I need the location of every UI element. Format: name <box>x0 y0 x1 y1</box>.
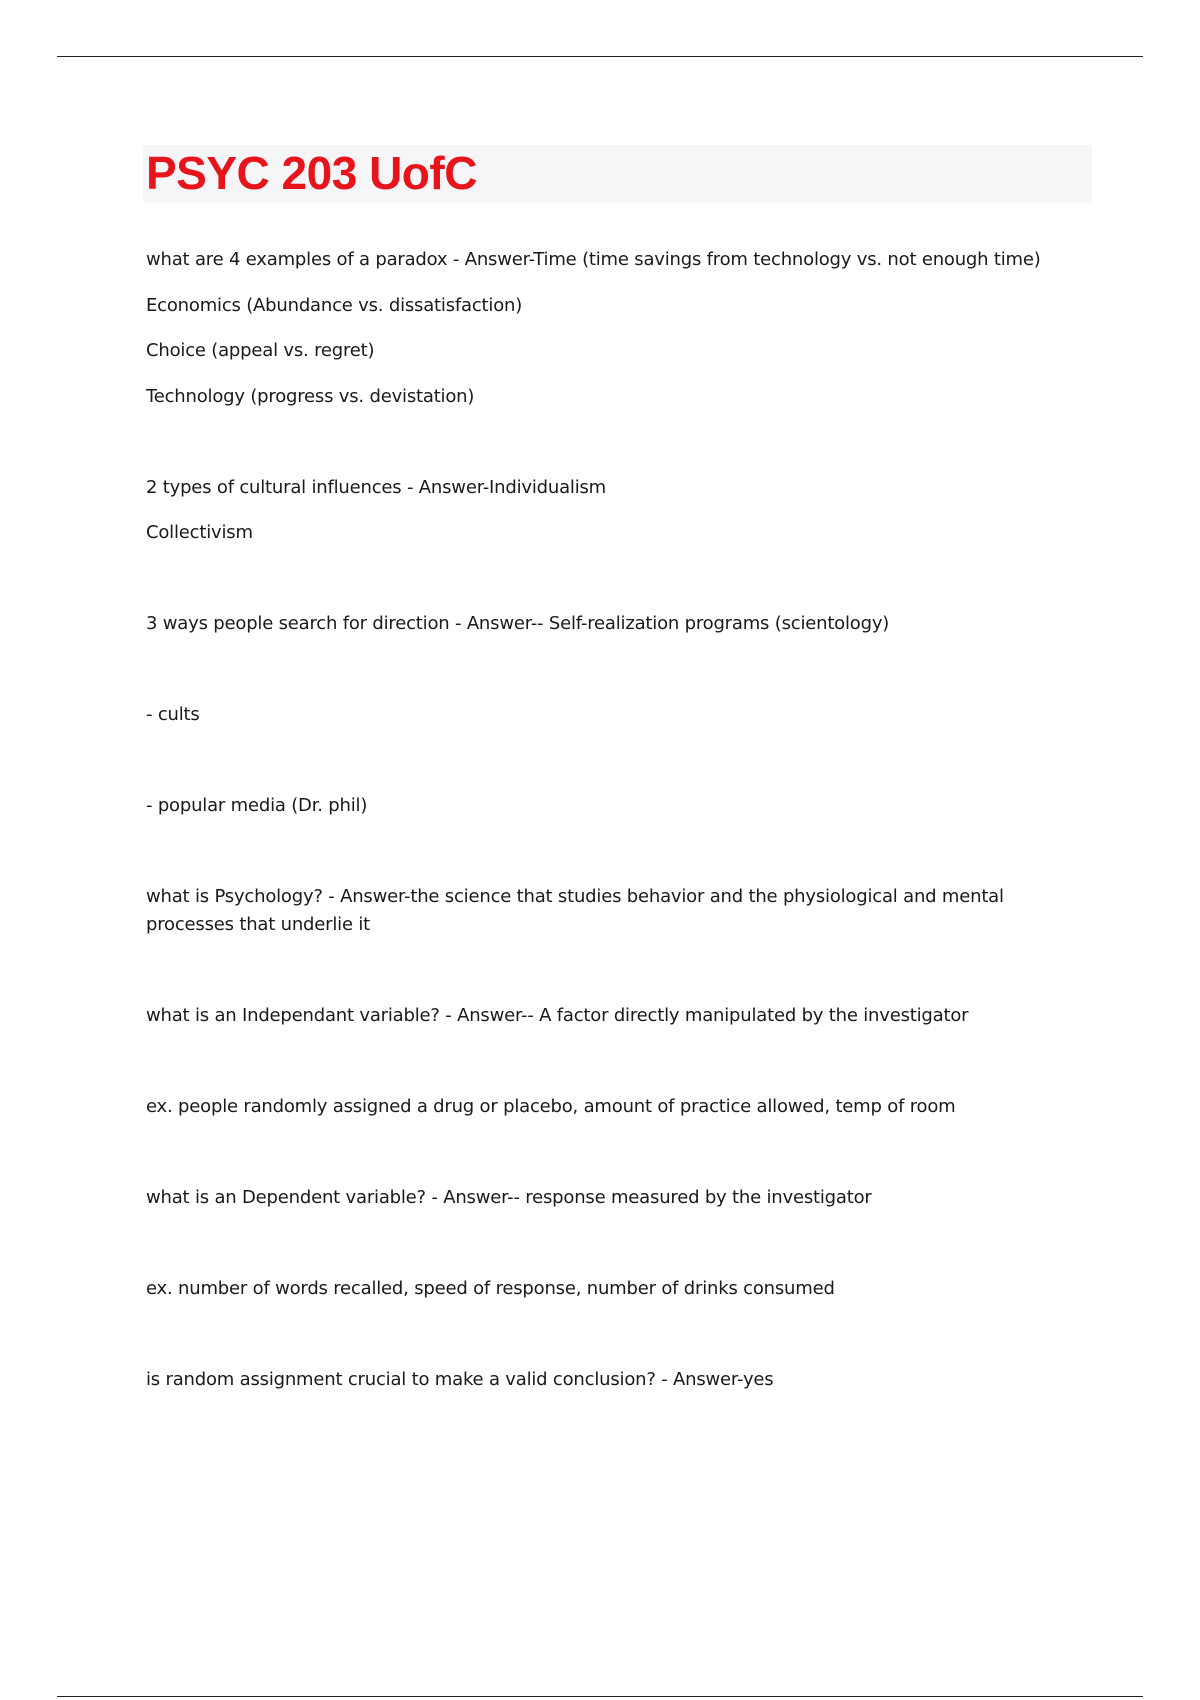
qa-paradox-answer-choice: Choice (appeal vs. regret) <box>146 340 375 361</box>
top-rule <box>57 56 1143 57</box>
qa-paradox-question: what are 4 examples of a paradox - Answer-Time (time savings from technology vs. not enough time) <box>146 249 1041 270</box>
qa-independent-variable-example: ex. people randomly assigned a drug or placebo, amount of practice allowed, temp of room <box>146 1096 956 1117</box>
qa-independent-variable-question: what is an Independant variable? - Answer-- A factor directly manipulated by the investigator <box>146 1005 969 1026</box>
qa-paradox-answer-economics: Economics (Abundance vs. dissatisfaction) <box>146 295 523 316</box>
qa-direction-question: 3 ways people search for direction - Answer-- Self-realization programs (scientology) <box>146 613 890 634</box>
bottom-rule <box>57 1696 1143 1697</box>
qa-cultural-question: 2 types of cultural influences - Answer-Individualism <box>146 477 607 498</box>
qa-cultural-answer-collectivism: Collectivism <box>146 522 253 543</box>
qa-random-assignment-question: is random assignment crucial to make a valid conclusion? - Answer-yes <box>146 1369 774 1390</box>
qa-dependent-variable-example: ex. number of words recalled, speed of response, number of drinks consumed <box>146 1278 835 1299</box>
qa-paradox-answer-technology: Technology (progress vs. devistation) <box>146 386 475 407</box>
qa-psychology-answer-cont: processes that underlie it <box>146 914 370 935</box>
page-title: PSYC 203 UofC <box>146 147 477 199</box>
qa-direction-answer-media: - popular media (Dr. phil) <box>146 795 368 816</box>
qa-direction-answer-cults: - cults <box>146 704 200 725</box>
qa-psychology-question: what is Psychology? - Answer-the science that studies behavior and the physiological and mental <box>146 886 1004 907</box>
qa-dependent-variable-question: what is an Dependent variable? - Answer-- response measured by the investigator <box>146 1187 872 1208</box>
